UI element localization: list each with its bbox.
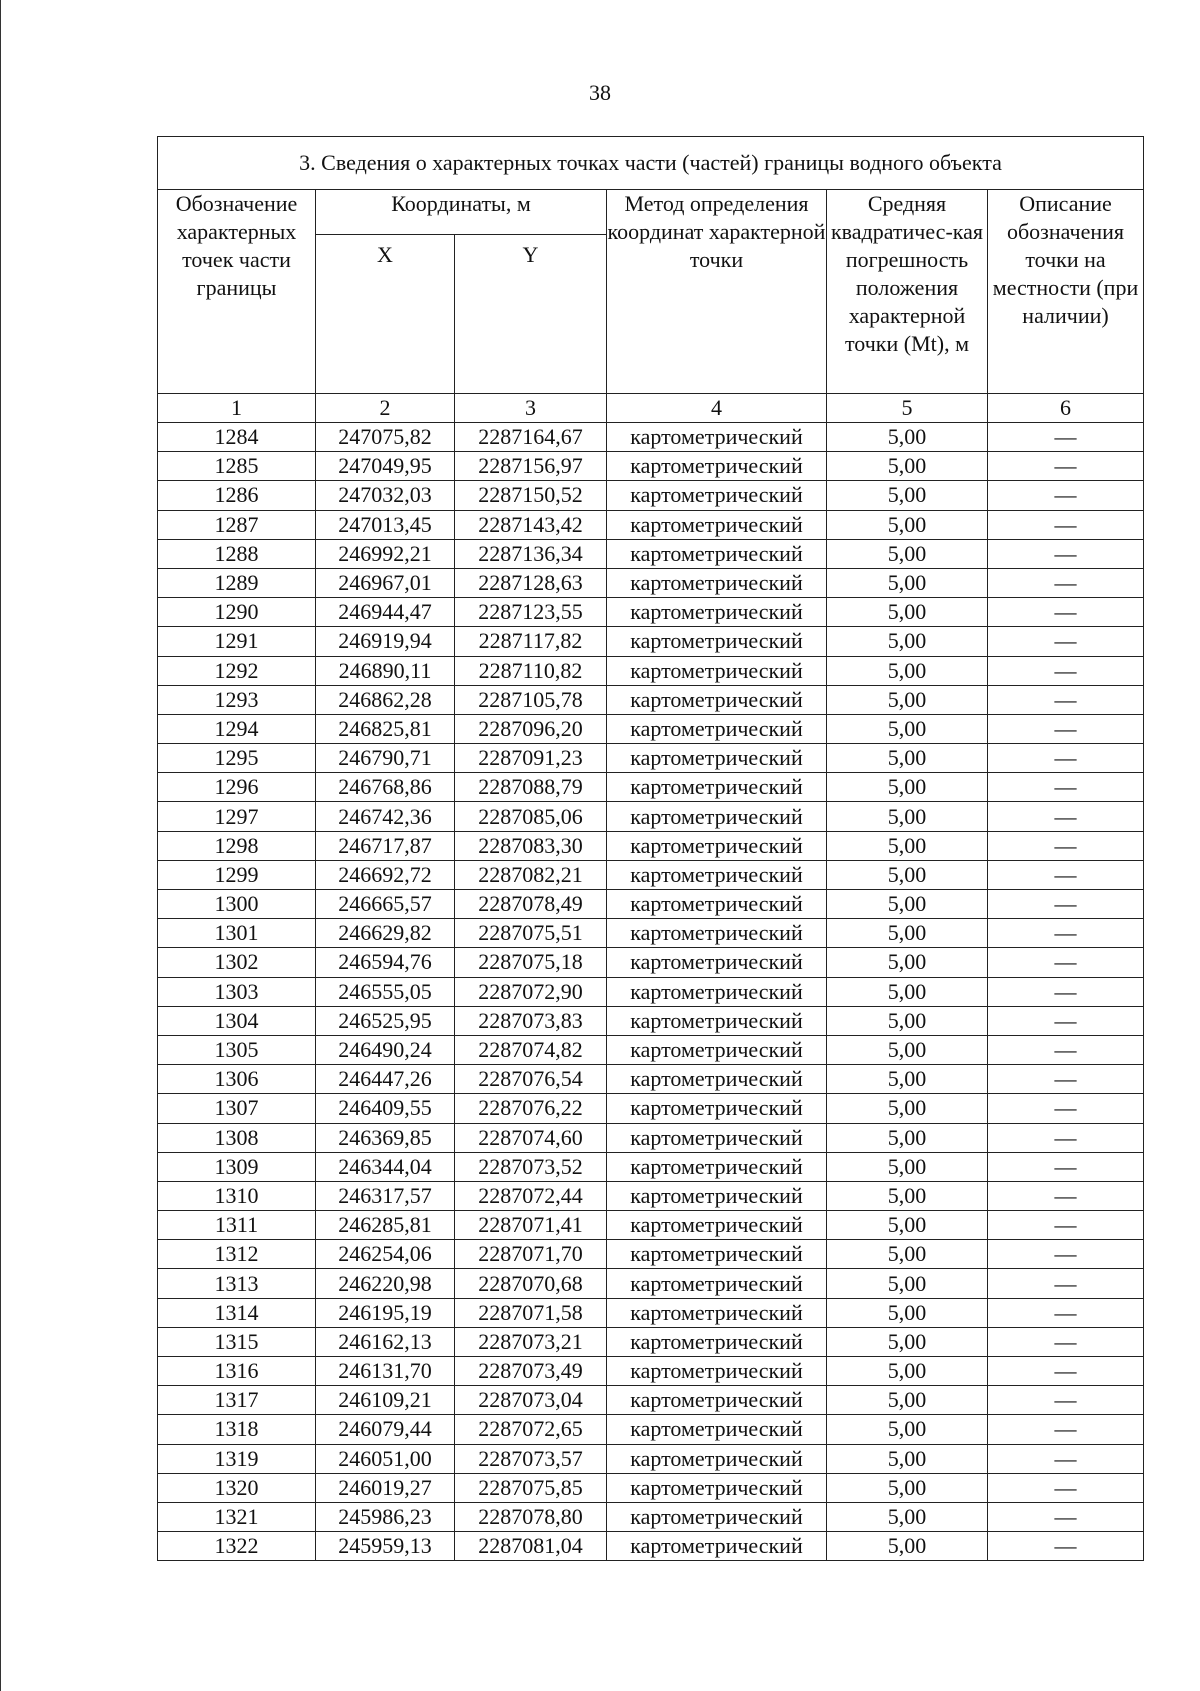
coord-x: 246051,00 <box>316 1444 455 1473</box>
mt-error: 5,00 <box>827 598 988 627</box>
coord-x: 246692,72 <box>316 860 455 889</box>
table-row <box>158 539 1144 568</box>
coord-x: 246594,76 <box>316 948 455 977</box>
point-id: 1315 <box>158 1327 316 1356</box>
point-id: 1310 <box>158 1181 316 1210</box>
point-id: 1308 <box>158 1123 316 1152</box>
mt-error: 5,00 <box>827 1035 988 1064</box>
coord-y: 2287075,51 <box>455 919 607 948</box>
coord-y: 2287073,83 <box>455 1006 607 1035</box>
table-row <box>158 656 1144 685</box>
table-row <box>158 1386 1144 1415</box>
description: — <box>988 1152 1144 1181</box>
point-id: 1317 <box>158 1386 316 1415</box>
point-id: 1298 <box>158 831 316 860</box>
mt-error: 5,00 <box>827 1065 988 1094</box>
coord-y: 2287072,44 <box>455 1181 607 1210</box>
table-row <box>158 977 1144 1006</box>
mt-error: 5,00 <box>827 744 988 773</box>
mt-error: 5,00 <box>827 510 988 539</box>
description: — <box>988 802 1144 831</box>
point-id: 1294 <box>158 714 316 743</box>
description: — <box>988 890 1144 919</box>
coord-y: 2287110,82 <box>455 656 607 685</box>
mt-error: 5,00 <box>827 1211 988 1240</box>
coord-y: 2287136,34 <box>455 539 607 568</box>
coord-y: 2287150,52 <box>455 481 607 510</box>
header-coordinates: Координаты, м <box>316 190 607 235</box>
coord-x: 246790,71 <box>316 744 455 773</box>
point-id: 1297 <box>158 802 316 831</box>
method: картометрический <box>607 744 827 773</box>
mt-error: 5,00 <box>827 656 988 685</box>
description: — <box>988 919 1144 948</box>
mt-error: 5,00 <box>827 1444 988 1473</box>
table-row <box>158 744 1144 773</box>
point-id: 1316 <box>158 1357 316 1386</box>
mt-error: 5,00 <box>827 714 988 743</box>
header-method: Метод определения координат характерной точки <box>607 190 827 394</box>
coord-y: 2287088,79 <box>455 773 607 802</box>
description: — <box>988 1123 1144 1152</box>
description: — <box>988 510 1144 539</box>
point-id: 1287 <box>158 510 316 539</box>
coord-y: 2287073,57 <box>455 1444 607 1473</box>
coord-x: 246220,98 <box>316 1269 455 1298</box>
point-id: 1289 <box>158 568 316 597</box>
table-row <box>158 860 1144 889</box>
table-row <box>158 481 1144 510</box>
mt-error: 5,00 <box>827 1181 988 1210</box>
mt-error: 5,00 <box>827 802 988 831</box>
point-id: 1321 <box>158 1502 316 1531</box>
table-row <box>158 1357 1144 1386</box>
description: — <box>988 481 1144 510</box>
point-id: 1291 <box>158 627 316 656</box>
coord-y: 2287078,49 <box>455 890 607 919</box>
coord-y: 2287143,42 <box>455 510 607 539</box>
method: картометрический <box>607 860 827 889</box>
coord-y: 2287085,06 <box>455 802 607 831</box>
coord-x: 246195,19 <box>316 1298 455 1327</box>
scan-edge-line <box>0 0 1 1691</box>
coord-x: 246344,04 <box>316 1152 455 1181</box>
coord-x: 246447,26 <box>316 1065 455 1094</box>
coord-x: 246079,44 <box>316 1415 455 1444</box>
mt-error: 5,00 <box>827 773 988 802</box>
coord-y: 2287075,85 <box>455 1473 607 1502</box>
description: — <box>988 1473 1144 1502</box>
method: картометрический <box>607 1532 827 1561</box>
method: картометрический <box>607 1357 827 1386</box>
method: картометрический <box>607 1094 827 1123</box>
table-body <box>158 423 1144 1561</box>
table-row <box>158 1065 1144 1094</box>
mt-error: 5,00 <box>827 1386 988 1415</box>
header-error: Средняя квадратичес-кая погрешность положения характерной точки (Mt), м <box>827 190 988 394</box>
method: картометрический <box>607 1123 827 1152</box>
mt-error: 5,00 <box>827 452 988 481</box>
description: — <box>988 1444 1144 1473</box>
coord-y: 2287083,30 <box>455 831 607 860</box>
column-number: 6 <box>988 394 1144 423</box>
description: — <box>988 860 1144 889</box>
method: картометрический <box>607 539 827 568</box>
description: — <box>988 831 1144 860</box>
table-row <box>158 1211 1144 1240</box>
description: — <box>988 539 1144 568</box>
description: — <box>988 656 1144 685</box>
coord-x: 246825,81 <box>316 714 455 743</box>
method: картометрический <box>607 1444 827 1473</box>
point-id: 1284 <box>158 423 316 452</box>
mt-error: 5,00 <box>827 685 988 714</box>
table-row <box>158 627 1144 656</box>
table-row <box>158 1502 1144 1531</box>
coord-x: 247049,95 <box>316 452 455 481</box>
table-row <box>158 1006 1144 1035</box>
header-x: X <box>316 235 455 394</box>
table-row <box>158 1152 1144 1181</box>
table-row <box>158 685 1144 714</box>
description: — <box>988 1502 1144 1531</box>
table-row <box>158 1240 1144 1269</box>
header-description: Описание обозначения точки на местности (при наличии) <box>988 190 1144 394</box>
coord-y: 2287081,04 <box>455 1532 607 1561</box>
coord-x: 246919,94 <box>316 627 455 656</box>
method: картометрический <box>607 773 827 802</box>
coord-y: 2287072,65 <box>455 1415 607 1444</box>
mt-error: 5,00 <box>827 948 988 977</box>
description: — <box>988 1386 1144 1415</box>
method: картометрический <box>607 627 827 656</box>
coord-y: 2287071,58 <box>455 1298 607 1327</box>
coord-x: 246992,21 <box>316 539 455 568</box>
point-id: 1312 <box>158 1240 316 1269</box>
table-row <box>158 1298 1144 1327</box>
point-id: 1320 <box>158 1473 316 1502</box>
method: картометрический <box>607 1386 827 1415</box>
coord-x: 246254,06 <box>316 1240 455 1269</box>
coord-x: 246967,01 <box>316 568 455 597</box>
coord-y: 2287082,21 <box>455 860 607 889</box>
method: картометрический <box>607 1502 827 1531</box>
mt-error: 5,00 <box>827 1357 988 1386</box>
description: — <box>988 1094 1144 1123</box>
point-id: 1302 <box>158 948 316 977</box>
method: картометрический <box>607 481 827 510</box>
coord-y: 2287074,60 <box>455 1123 607 1152</box>
method: картометрический <box>607 831 827 860</box>
coord-x: 246317,57 <box>316 1181 455 1210</box>
point-id: 1313 <box>158 1269 316 1298</box>
description: — <box>988 714 1144 743</box>
table-row <box>158 1327 1144 1356</box>
mt-error: 5,00 <box>827 1152 988 1181</box>
column-number: 1 <box>158 394 316 423</box>
mt-error: 5,00 <box>827 890 988 919</box>
description: — <box>988 948 1144 977</box>
coord-y: 2287073,21 <box>455 1327 607 1356</box>
coord-y: 2287073,52 <box>455 1152 607 1181</box>
mt-error: 5,00 <box>827 1502 988 1531</box>
coord-y: 2287091,23 <box>455 744 607 773</box>
method: картометрический <box>607 1211 827 1240</box>
coord-x: 245986,23 <box>316 1502 455 1531</box>
coord-y: 2287078,80 <box>455 1502 607 1531</box>
mt-error: 5,00 <box>827 481 988 510</box>
mt-error: 5,00 <box>827 860 988 889</box>
point-id: 1311 <box>158 1211 316 1240</box>
description: — <box>988 1006 1144 1035</box>
coord-y: 2287073,04 <box>455 1386 607 1415</box>
method: картометрический <box>607 452 827 481</box>
coord-x: 246555,05 <box>316 977 455 1006</box>
coord-x: 246862,28 <box>316 685 455 714</box>
method: картометрический <box>607 598 827 627</box>
point-id: 1290 <box>158 598 316 627</box>
point-id: 1292 <box>158 656 316 685</box>
table-row <box>158 1269 1144 1298</box>
coord-x: 246369,85 <box>316 1123 455 1152</box>
table-row <box>158 1415 1144 1444</box>
table-row <box>158 890 1144 919</box>
method: картометрический <box>607 568 827 597</box>
mt-error: 5,00 <box>827 1473 988 1502</box>
point-id: 1318 <box>158 1415 316 1444</box>
description: — <box>988 423 1144 452</box>
table-row <box>158 598 1144 627</box>
point-id: 1285 <box>158 452 316 481</box>
coord-x: 246490,24 <box>316 1035 455 1064</box>
column-number-row <box>158 394 1144 423</box>
coord-y: 2287117,82 <box>455 627 607 656</box>
table-row <box>158 452 1144 481</box>
header-y: Y <box>455 235 607 394</box>
description: — <box>988 977 1144 1006</box>
method: картометрический <box>607 1415 827 1444</box>
coord-y: 2287156,97 <box>455 452 607 481</box>
table-row <box>158 1181 1144 1210</box>
mt-error: 5,00 <box>827 1415 988 1444</box>
method: картометрический <box>607 1473 827 1502</box>
table-row <box>158 1094 1144 1123</box>
description: — <box>988 568 1144 597</box>
point-id: 1293 <box>158 685 316 714</box>
coord-x: 246768,86 <box>316 773 455 802</box>
description: — <box>988 1211 1144 1240</box>
page-number: 38 <box>589 80 611 105</box>
point-id: 1322 <box>158 1532 316 1561</box>
mt-error: 5,00 <box>827 568 988 597</box>
coord-x: 246629,82 <box>316 919 455 948</box>
description: — <box>988 1065 1144 1094</box>
description: — <box>988 627 1144 656</box>
method: картометрический <box>607 1152 827 1181</box>
coord-y: 2287072,90 <box>455 977 607 1006</box>
point-id: 1286 <box>158 481 316 510</box>
mt-error: 5,00 <box>827 1006 988 1035</box>
coord-x: 247013,45 <box>316 510 455 539</box>
method: картометрический <box>607 1181 827 1210</box>
coord-x: 246285,81 <box>316 1211 455 1240</box>
method: картометрический <box>607 656 827 685</box>
mt-error: 5,00 <box>827 423 988 452</box>
point-id: 1288 <box>158 539 316 568</box>
mt-error: 5,00 <box>827 1298 988 1327</box>
boundary-points-table <box>157 136 1144 1561</box>
column-number: 5 <box>827 394 988 423</box>
point-id: 1304 <box>158 1006 316 1035</box>
coord-y: 2287123,55 <box>455 598 607 627</box>
coord-x: 246665,57 <box>316 890 455 919</box>
method: картометрический <box>607 1065 827 1094</box>
coord-x: 246019,27 <box>316 1473 455 1502</box>
coord-x: 246944,47 <box>316 598 455 627</box>
coord-y: 2287071,41 <box>455 1211 607 1240</box>
coord-x: 246109,21 <box>316 1386 455 1415</box>
column-number: 3 <box>455 394 607 423</box>
table-row <box>158 831 1144 860</box>
description: — <box>988 1298 1144 1327</box>
table-row <box>158 802 1144 831</box>
method: картометрический <box>607 423 827 452</box>
coord-x: 247032,03 <box>316 481 455 510</box>
mt-error: 5,00 <box>827 831 988 860</box>
mt-error: 5,00 <box>827 1123 988 1152</box>
coord-y: 2287076,22 <box>455 1094 607 1123</box>
coord-y: 2287076,54 <box>455 1065 607 1094</box>
coord-y: 2287070,68 <box>455 1269 607 1298</box>
table-row <box>158 1123 1144 1152</box>
point-id: 1309 <box>158 1152 316 1181</box>
table-row <box>158 510 1144 539</box>
method: картометрический <box>607 510 827 539</box>
mt-error: 5,00 <box>827 919 988 948</box>
table-row <box>158 773 1144 802</box>
coord-x: 247075,82 <box>316 423 455 452</box>
table-row <box>158 714 1144 743</box>
method: картометрический <box>607 977 827 1006</box>
description: — <box>988 452 1144 481</box>
description: — <box>988 598 1144 627</box>
point-id: 1305 <box>158 1035 316 1064</box>
mt-error: 5,00 <box>827 539 988 568</box>
description: — <box>988 1532 1144 1561</box>
coord-y: 2287105,78 <box>455 685 607 714</box>
mt-error: 5,00 <box>827 1327 988 1356</box>
coord-y: 2287164,67 <box>455 423 607 452</box>
method: картометрический <box>607 919 827 948</box>
table-row <box>158 423 1144 452</box>
coord-y: 2287074,82 <box>455 1035 607 1064</box>
point-id: 1299 <box>158 860 316 889</box>
mt-error: 5,00 <box>827 1240 988 1269</box>
mt-error: 5,00 <box>827 627 988 656</box>
mt-error: 5,00 <box>827 977 988 1006</box>
column-number: 4 <box>607 394 827 423</box>
description: — <box>988 1327 1144 1356</box>
table-row <box>158 919 1144 948</box>
coord-x: 246717,87 <box>316 831 455 860</box>
coord-x: 246525,95 <box>316 1006 455 1035</box>
point-id: 1300 <box>158 890 316 919</box>
coord-x: 246742,36 <box>316 802 455 831</box>
table-row <box>158 568 1144 597</box>
header-designation: Обозначение характерных точек части границы <box>158 190 316 394</box>
method: картометрический <box>607 714 827 743</box>
table-row <box>158 1444 1144 1473</box>
method: картометрический <box>607 1035 827 1064</box>
method: картометрический <box>607 1240 827 1269</box>
point-id: 1301 <box>158 919 316 948</box>
mt-error: 5,00 <box>827 1094 988 1123</box>
description: — <box>988 685 1144 714</box>
mt-error: 5,00 <box>827 1269 988 1298</box>
table-row <box>158 1473 1144 1502</box>
description: — <box>988 744 1144 773</box>
column-number: 2 <box>316 394 455 423</box>
coord-x: 246131,70 <box>316 1357 455 1386</box>
description: — <box>988 1240 1144 1269</box>
description: — <box>988 1181 1144 1210</box>
coord-y: 2287128,63 <box>455 568 607 597</box>
description: — <box>988 773 1144 802</box>
method: картометрический <box>607 1269 827 1298</box>
point-id: 1314 <box>158 1298 316 1327</box>
description: — <box>988 1035 1144 1064</box>
table-row <box>158 1532 1144 1561</box>
table-row <box>158 1035 1144 1064</box>
method: картометрический <box>607 1006 827 1035</box>
point-id: 1303 <box>158 977 316 1006</box>
coord-x: 246162,13 <box>316 1327 455 1356</box>
point-id: 1319 <box>158 1444 316 1473</box>
coord-x: 246409,55 <box>316 1094 455 1123</box>
mt-error: 5,00 <box>827 1532 988 1561</box>
method: картометрический <box>607 890 827 919</box>
point-id: 1296 <box>158 773 316 802</box>
coord-y: 2287071,70 <box>455 1240 607 1269</box>
point-id: 1307 <box>158 1094 316 1123</box>
method: картометрический <box>607 1298 827 1327</box>
method: картометрический <box>607 948 827 977</box>
coord-x: 245959,13 <box>316 1532 455 1561</box>
point-id: 1306 <box>158 1065 316 1094</box>
description: — <box>988 1415 1144 1444</box>
description: — <box>988 1269 1144 1298</box>
coord-y: 2287075,18 <box>455 948 607 977</box>
method: картометрический <box>607 685 827 714</box>
coord-x: 246890,11 <box>316 656 455 685</box>
point-id: 1295 <box>158 744 316 773</box>
method: картометрический <box>607 1327 827 1356</box>
table-title: 3. Сведения о характерных точках части (частей) границы водного объекта <box>158 137 1144 190</box>
description: — <box>988 1357 1144 1386</box>
method: картометрический <box>607 802 827 831</box>
coord-y: 2287073,49 <box>455 1357 607 1386</box>
table-row <box>158 948 1144 977</box>
coord-y: 2287096,20 <box>455 714 607 743</box>
